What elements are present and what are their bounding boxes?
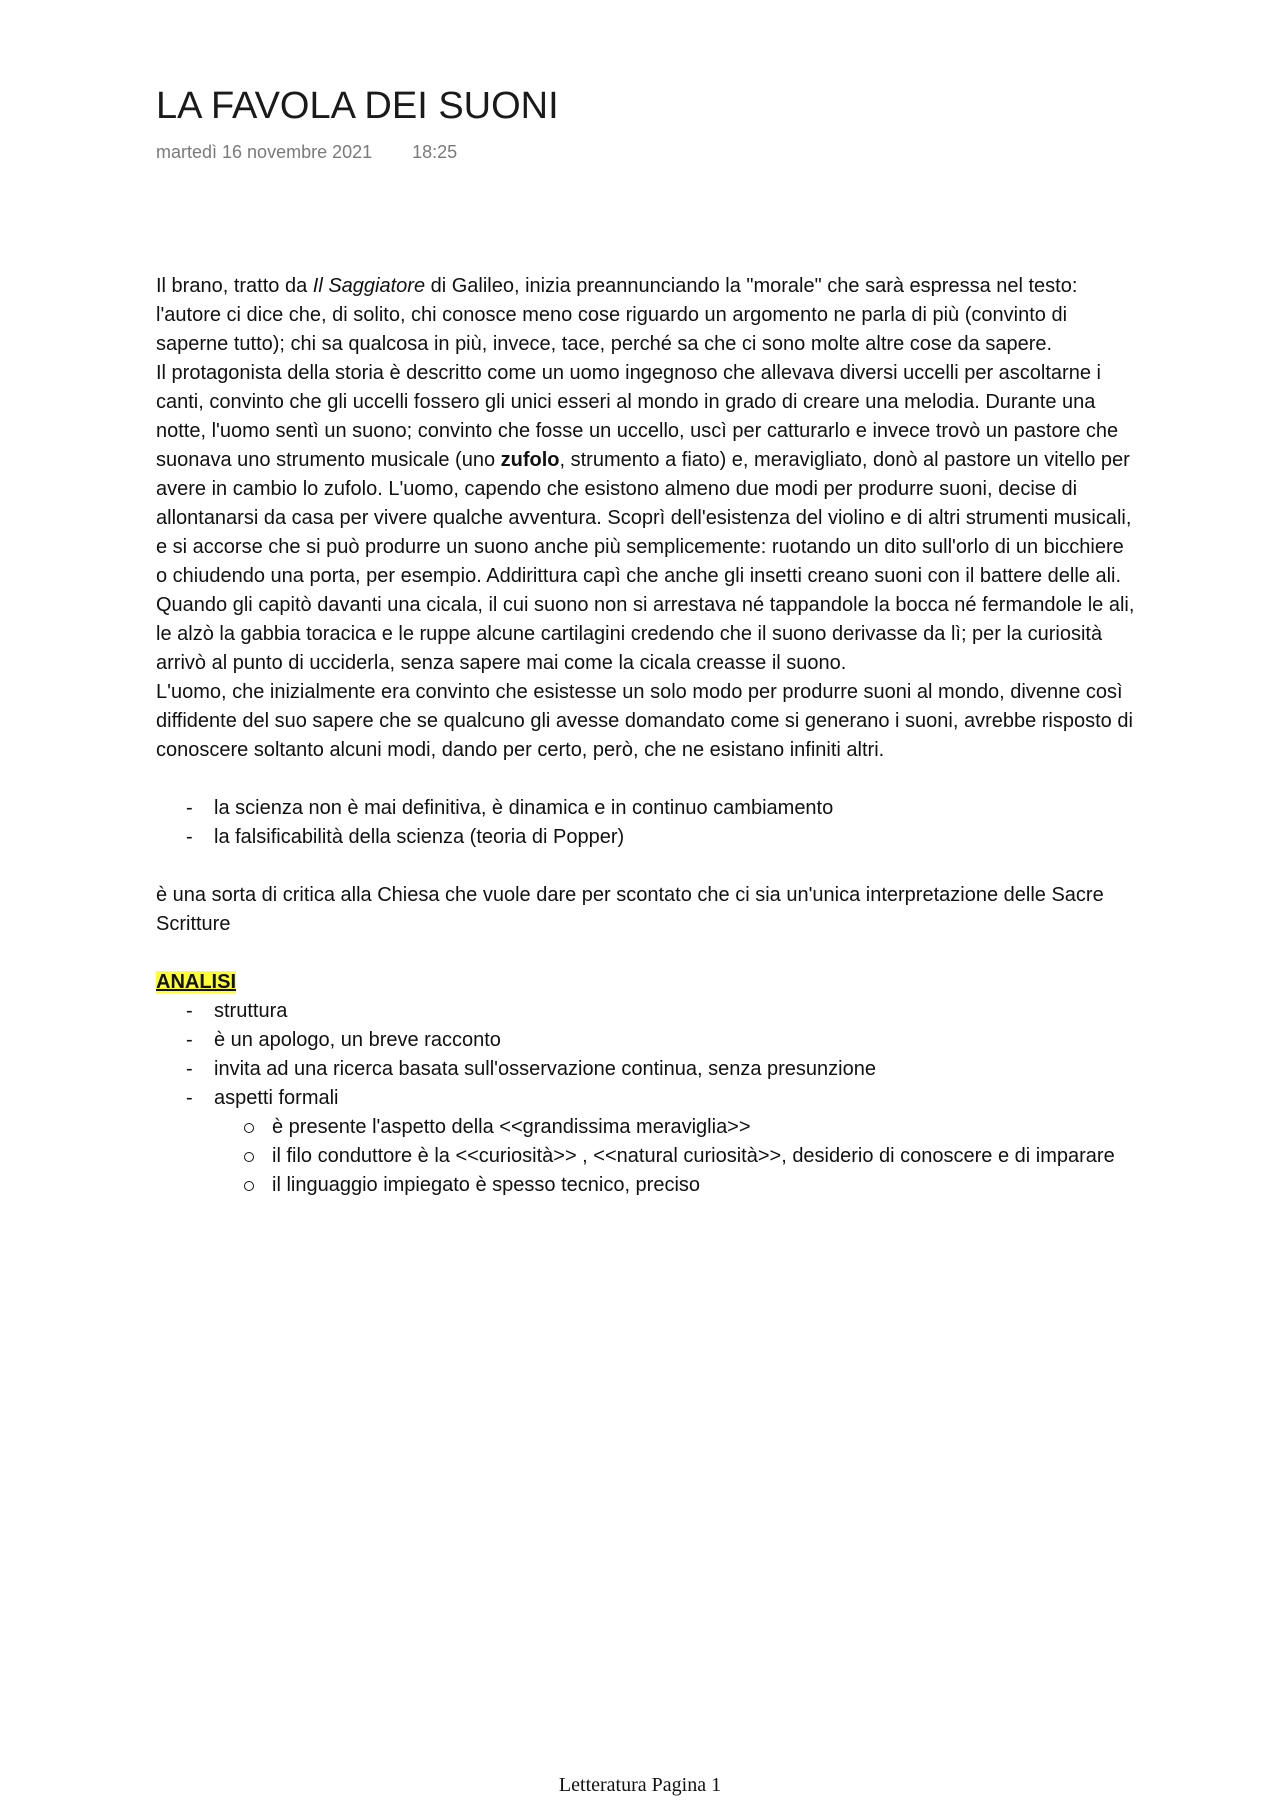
list-item: - struttura [156, 997, 1136, 1026]
list-item: - la scienza non è mai definitiva, è dinamica e in continuo cambiamento [156, 794, 1136, 823]
analisi-heading-line [156, 968, 1136, 997]
sub-list-item: è presente l'aspetto della <<grandissima meraviglia>> [156, 1113, 1136, 1142]
spacer [156, 852, 1136, 881]
paragraph-story: Il protagonista della storia è descritto come un uomo ingegnoso che allevava diversi uccelli per ascoltarne i canti, convinto che gli uccelli fossero gli unici esseri al mondo in grado di creare una melodia. Durante una notte, l'uomo sentì un suono; convinto che fosse un uccello, uscì per catturarlo e invece trovò un pastore che suonava uno strumento musicale (uno zufolo, strumento a fiato) e, meravigliato, donò al pastore un vitello per avere in cambio lo zufolo. L'uomo, capendo che esistono almeno due modi per produrre suoni, decise di allontanarsi da casa per vivere qualche avventura. Scoprì dell'esistenza del violino e di altri strumenti musicali, e si accorse che si può produrre un suono anche più semplicemente: ruotando un dito sull'orlo di un bicchiere o chiudendo una porta, per esempio. Addirittura capì che anche gli insetti creano suoni con il battere delle ali. Quando gli capitò davanti una cicala, il cui suono non si arrestava né tappandole la bocca né fermandole le ali, le alzò la gabbia toracica e le ruppe alcune cartilagini credendo che il suono derivasse da lì; per la curiosità arrivò al punto di ucciderla, senza sapere mai come la cicala creasse il suono. [156, 362, 1135, 674]
bold-term: zufolo [500, 449, 560, 471]
analisi-list [156, 997, 1136, 1113]
list-item: - è un apologo, un breve racconto [156, 1026, 1136, 1055]
book-title: Il Saggiatore [312, 275, 426, 297]
page-footer: Letteratura Pagina 1 [558, 1774, 722, 1796]
page-meta [156, 140, 457, 164]
list-item: - aspetti formali [156, 1084, 1136, 1113]
page-title: LA FAVOLA DEI SUONI [156, 85, 559, 127]
page-date: martedì 16 novembre 2021 [156, 142, 373, 162]
spacer [156, 765, 1136, 794]
spacer [156, 939, 1136, 968]
list-item: - la falsificabilità della scienza (teoria di Popper) [156, 823, 1136, 852]
aspetti-formali-list [156, 1113, 1136, 1200]
analisi-heading: ANALISI [156, 971, 236, 993]
sub-list-item: il linguaggio impiegato è spesso tecnico, preciso [156, 1171, 1136, 1200]
page-time: 18:25 [412, 142, 458, 162]
paragraph-critique: è una sorta di critica alla Chiesa che vuole dare per scontato che ci sia un'unica interpretazione delle Sacre Scritture [156, 884, 1104, 935]
list-item: - invita ad una ricerca basata sull'osservazione continua, senza presunzione [156, 1055, 1136, 1084]
sub-list-item: il filo conduttore è la <<curiosità>> , <<natural curiosità>>, desiderio di conoscere e di imparare [156, 1142, 1136, 1171]
paragraph-conclusion: L'uomo, che inizialmente era convinto che esistesse un solo modo per produrre suoni al mondo, divenne così diffidente del suo sapere che se qualcuno gli avesse domandato come si generano i suoni, avrebbe risposto di conoscere soltanto alcuni modi, dando per certo, però, che ne esistano infiniti altri. [156, 681, 1133, 761]
paragraph-intro: Il brano, tratto da Il Saggiatore di Galileo, inizia preannunciando la "morale" che sarà espressa nel testo: l'autore ci dice che, di solito, chi conosce meno cose riguardo un argomento ne parla di più (convinto di saperne tutto); chi sa qualcosa in più, invece, tace, perché sa che ci sono molte altre cose da sapere. [156, 275, 1078, 355]
note-body [156, 272, 1136, 1200]
morale-list [156, 794, 1136, 852]
